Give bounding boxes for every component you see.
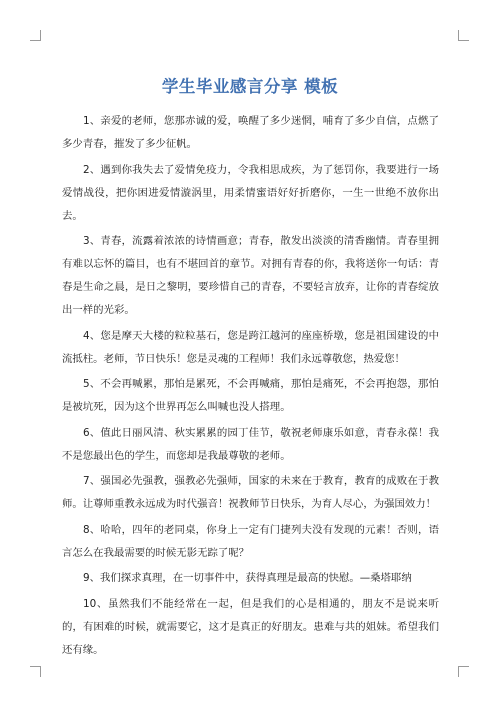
paragraph-6: 6、值此日丽风清、秋实累累的园丁佳节，敬祝老师康乐如意，青春永葆！我不是您最出色的学生，而您却是我最尊敬的老师。 [62,426,439,462]
crop-mark-bottom-left [30,666,41,677]
paragraph-9: 9、我们探求真理，在一切事件中，获得真理是最高的快慰。—桑塔耶纳 [83,572,412,584]
paragraph-3: 3、青春，流露着浓浓的诗情画意；青春，散发出淡淡的清香幽情。青春里拥有难以忘怀的篇目，也有不堪回首的章节。对拥有青春的你，我将送你一句话：青春是生命之晨，是日之黎明，要珍惜自己的青春，不要轻言放弃，让你的青春绽放出一样的光彩。 [62,235,439,316]
paragraph-7: 7、强国必先强教，强教必先强师，国家的未来在于教育，教育的成败在于教师。让尊师重教永远成为时代强音！祝教师节日快乐，为育人尽心，为强国效力！ [62,475,439,510]
document-body [62,110,439,662]
paragraph-5: 5、不会再喊累，那怕是累死，不会再喊痛，那怕是痛死，不会再抱怨，那怕是被坑死，因为这个世界再怎么叫喊也没人搭理。 [62,378,439,413]
paragraph-2: 2、遇到你我失去了爱情免疫力，令我相思成疾，为了惩罚你，我要进行一场爱情战役，把你困进爱情漩涡里，用柔情蜜语好好折磨你，一生一世绝不放你出去。 [62,163,439,222]
crop-mark-top-left [30,30,41,41]
document-title: 学生毕业感言分享 模板 [161,77,339,97]
paragraph-1: 1、亲爱的老师，您那赤诚的爱，唤醒了多少迷惘，哺育了多少自信，点燃了多少青春，摧发了多少征帆。 [62,115,439,150]
paragraph-8: 8、哈哈，四年的老同桌，你身上一定有门捷列夫没有发现的元素！否则，语言怎么在我最需要的时候无影无踪了呢？ [62,523,439,559]
paragraph-10: 10、虽然我们不能经常在一起，但是我们的心是相通的，朋友不是说来听的，有困难的时候，就需要它，这才是真正的好朋友。患难与共的姐妹。希望我们还有缘。 [62,597,439,656]
paragraph-4: 4、您是摩天大楼的粒粒基石，您是跨江越河的座座桥墩，您是祖国建设的中流抵柱。老师，节日快乐！您是灵魂的工程师！我们永远尊敬您，热爱您！ [62,329,439,365]
crop-mark-top-right [458,30,469,41]
crop-mark-bottom-right [458,666,469,677]
